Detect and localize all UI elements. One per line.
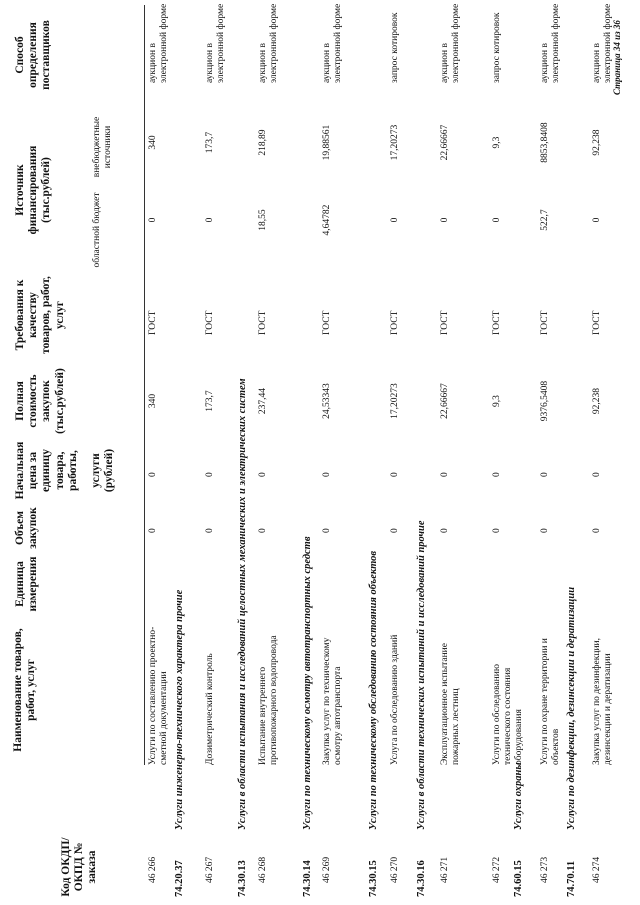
item-full-cost: 173,7 (205, 390, 215, 412)
section-code: 74.30.13 (237, 860, 248, 897)
item-name: Закупка услуг по дезинфекции, дезинсекции и дератизации (592, 638, 613, 765)
item-funding-regional: 0 (148, 217, 158, 223)
item-initial-price: 0 (258, 472, 268, 477)
header-unit: Единица измерения (14, 556, 40, 612)
item-funding-extra: 19,88561 (322, 124, 332, 161)
item-volume: 0 (205, 528, 215, 533)
section-title: Услуги по дезинфекции, дезинсекции и дератизации (566, 586, 577, 830)
item-name: Дозиметрический контроль (205, 653, 215, 765)
section-title: Услуги охраны (513, 762, 524, 830)
item-method: аукцион в электронной форме (148, 3, 169, 83)
item-funding-extra: 92,238 (592, 129, 602, 156)
item-name: Услуги по составлению проектно-сметной документации (148, 626, 169, 765)
order-number: 46 266 (148, 856, 158, 883)
item-volume: 0 (492, 528, 502, 533)
item-requirements: ГОСТ (148, 310, 158, 335)
item-initial-price: 0 (440, 472, 450, 477)
header-funding-extra: внебюджетные источники (92, 116, 113, 178)
item-funding-regional: 522,7 (540, 209, 550, 231)
item-requirements: ГОСТ (322, 310, 332, 335)
order-number: 46 269 (322, 856, 332, 883)
item-name: Услуга по обследованию зданий (390, 634, 400, 765)
header-method: Способ определения поставщиков (14, 20, 53, 90)
header-full-cost: Полная стоимость закупок (тыс.рублей) (14, 368, 66, 434)
item-full-cost: 237,44 (258, 387, 268, 415)
item-full-cost: 340 (148, 393, 158, 409)
section-title: Услуги в области технических испытаний и исследований прочие (416, 520, 427, 830)
order-number: 46 273 (540, 856, 550, 883)
item-method: аукцион в электронной форме (205, 3, 226, 83)
order-number: 46 274 (592, 856, 602, 883)
header-funding-regional: областной бюджет (92, 192, 102, 268)
section-code: 74.30.16 (416, 860, 427, 897)
item-volume: 0 (440, 528, 450, 533)
item-requirements: ГОСТ (540, 310, 550, 335)
item-requirements: ГОСТ (205, 310, 215, 335)
item-funding-regional: 4,64782 (322, 204, 332, 236)
item-name: Испытание внутреннего противопожарного водопровода (258, 635, 279, 765)
item-funding-regional: 0 (440, 217, 450, 223)
item-requirements: ГОСТ (390, 310, 400, 335)
item-funding-extra: 8853,8408 (540, 122, 550, 163)
item-initial-price: 0 (390, 472, 400, 477)
item-initial-price: 0 (205, 472, 215, 477)
order-number: 46 267 (205, 856, 215, 883)
section-code: 74.30.15 (368, 860, 379, 897)
item-initial-price: 0 (322, 472, 332, 477)
item-volume: 0 (540, 528, 550, 533)
item-initial-price: 0 (540, 472, 550, 477)
item-requirements: ГОСТ (492, 310, 502, 335)
page-footer: Страница 34 из 36 (612, 20, 622, 95)
item-funding-regional: 0 (205, 217, 215, 223)
item-volume: 0 (322, 528, 332, 533)
item-full-cost: 9,3 (492, 395, 502, 407)
header-initial-price: Начальная цена за единицу товара, работы, (14, 441, 79, 500)
header-code: Код ОКДП/ ОКПД № заказа (60, 837, 99, 897)
row-divider (144, 5, 145, 765)
item-funding-extra: 9,3 (492, 136, 502, 149)
item-funding-regional: 0 (592, 217, 602, 223)
item-method: запрос котировок (390, 12, 400, 83)
item-volume: 0 (148, 528, 158, 533)
item-full-cost: 24,53343 (322, 383, 332, 419)
item-full-cost: 17,20273 (390, 383, 400, 419)
item-name: Услуги по охране территории и объектов (540, 638, 561, 765)
item-funding-extra: 17,20273 (390, 124, 400, 161)
item-funding-regional: 18,55 (258, 209, 268, 231)
item-funding-extra: 173,7 (205, 131, 215, 154)
item-method: аукцион в электронной форме (322, 3, 343, 83)
item-funding-extra: 340 (148, 135, 158, 150)
item-initial-price: 0 (592, 472, 602, 477)
item-name: Закупка услуг по техническому осмотру автотранспорта (322, 637, 343, 765)
item-method: запрос котировок (492, 12, 502, 83)
section-code: 74.20.37 (174, 860, 185, 897)
item-full-cost: 22,66667 (440, 383, 450, 419)
order-number: 46 271 (440, 856, 450, 883)
order-number: 46 268 (258, 856, 268, 883)
item-funding-regional: 0 (390, 217, 400, 223)
item-full-cost: 9376,5408 (540, 380, 550, 422)
item-method: аукцион в электронной форме (440, 3, 461, 83)
header-volume: Объем закупок (14, 507, 40, 549)
item-requirements: ГОСТ (592, 310, 602, 335)
item-funding-extra: 22,66667 (440, 124, 450, 161)
section-title: Услуги по техническому обследованию состояния объектов (368, 550, 379, 830)
item-initial-price: 0 (492, 472, 502, 477)
item-method: аукцион в электронной форме (540, 3, 561, 83)
item-initial-price: 0 (148, 472, 158, 477)
header-requirements: Требования к качеству товаров, работ, услуг (14, 276, 66, 354)
item-method: аукцион в электронной форме (258, 3, 279, 83)
header-initial-price-unit: услуги (рублей) (90, 448, 116, 493)
item-method: аукцион в электронной форме (592, 3, 613, 83)
item-full-cost: 92,238 (592, 387, 602, 415)
item-funding-regional: 0 (492, 217, 502, 223)
item-volume: 0 (390, 528, 400, 533)
section-title: Услуги по техническому осмотру автотранспортных средств (302, 536, 313, 830)
item-requirements: ГОСТ (258, 310, 268, 335)
order-number: 46 270 (390, 856, 400, 883)
item-name: Услуги по обследованию технического состояния оборудования (492, 664, 524, 765)
item-funding-extra: 218,89 (258, 129, 268, 156)
section-code: 74.70.11 (566, 860, 577, 897)
header-funding: Источник финансирования (тыс.рублей) (14, 145, 53, 235)
section-code: 74.60.15 (513, 860, 524, 897)
item-requirements: ГОСТ (440, 310, 450, 335)
order-number: 46 272 (492, 856, 502, 883)
section-code: 74.30.14 (302, 860, 313, 897)
item-volume: 0 (592, 528, 602, 533)
section-title: Услуги в области испытания и исследований целостных механических и электрических систем (237, 378, 248, 830)
item-volume: 0 (258, 528, 268, 533)
item-name: Эксплуатационное испытание пожарных лестниц (440, 643, 461, 765)
section-title: Услуги инженерно-технического характера прочие (174, 589, 185, 830)
header-name: Наименование товаров, работ, услуг (12, 628, 38, 752)
